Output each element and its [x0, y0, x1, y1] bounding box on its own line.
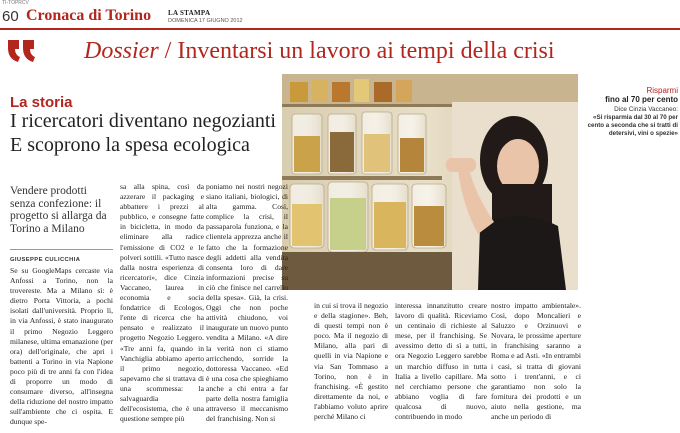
article-column-2: [120, 182, 204, 424]
issue-date: DOMENICA 17 GIUGNO 2012: [168, 18, 243, 24]
page-number: 60: [2, 8, 19, 25]
sidebar-subtitle: fino al 70 per cento: [605, 95, 678, 104]
shop-photo: [282, 74, 578, 290]
column-text: in cui si trova il negozio e della stagione». Beh, di questi tempi non è poco. Ma il negozio di Milano, alla pari di quelli in via Napione e via San Tommaso a Torino, non è in franchising. «È gestito direttamente da noi, e l'abbiamo voluto aprire perché Milano ci: [314, 301, 388, 422]
sidebar-title: Risparmi: [646, 86, 678, 95]
article-column-1: [10, 266, 113, 428]
quote-marks-icon: [6, 36, 38, 66]
article-column-5: [395, 301, 487, 422]
sidebar-quote: «Si risparmia dal 30 al 70 per cento a seconda che si tratti di detersivi, vini o spezie»: [587, 114, 678, 137]
section-title: Cronaca di Torino: [26, 7, 152, 24]
column-text: Se su GoogleMaps cercaste via Anfossi a Torino, non la trovereste. Ma a Milano sì: è dietro Porta Vittoria, a pochi isolati dall'università. Proprio lì, in via Anfossi, è stato inaugurato il primo Negozio Leggero milanese, ultima emanazione (per ora) dell'originale, che apri i battenti a Torino in via Napione poco più di tre anni fa con l'idea di proporre un modo di consumare diverso, all'insegna della riduzione del nostro impatto sull'ambiente che ci ospita. E dunque spe-: [10, 266, 113, 427]
article-column-6: [491, 301, 581, 422]
sidebar-box: [583, 86, 678, 138]
dossier-title: [84, 38, 555, 65]
article-column-3: [206, 182, 288, 424]
article-subhead: Vendere prodotti senza confezione: il progetto si allarga da Torino a Milano: [10, 185, 107, 235]
article-kicker: La storia: [10, 94, 73, 111]
dossier-heading: Inventarsi un lavoro ai tempi della crisi: [177, 38, 555, 64]
dossier-banner: [0, 33, 680, 71]
column-text: interessa innanzitutto creare lavoro di qualità. Riceviamo un centinaio di richieste al mese, per il franchising. Se avessimo detto di sì a tutti, ora Negozio Leggero sarebbe un marchio diffuso in tutta Italia a livello capillare. Ma nel cerchiamo persone che abbiano voglia di fare qualcosa di nuovo, contribuendo in modo: [395, 301, 487, 422]
column-text: sa alla spina, così da azzerare il packaging e abbattere i prezzi al pubblico, e consegne fatte in bicicletta, in modo da eliminare alla radice l'emissione di CO2 e le polveri sottili. «Tutto nasce dalla nostra esperienza di ricercatori», dice Cinzia Vaccaneo, laurea in economia e socia fondatrice di Ecologos, l'ente di ricerca che ha pensato e realizzato il progetto Negozio Leggero. «Tre anni fa, quando in Vanchiglia abbiamo aperto il primo negozio, sapevamo che si trattava di una scommessa: la salvaguardia dell'ecosistema, che è una questione sempre più: [120, 182, 204, 424]
dossier-separator: /: [158, 38, 178, 64]
column-text: poniamo nei nostri negozi siano italiani, biologici, di alta gamma. Così, complice la crisi, il passaparola funziona, e la clientela apprezza anche il fatto che la formazione degli addetti alla vendita consenta loro di dare informazioni precise su ciò che finisce nel carrello della spesa». Già, la crisi. Oggi che non poche attività chiudono, voi inaugurate un nuovo punto vendita a Milano. «A dire la verità non ci stiamo arricchendo, sorride la dottoressa Vaccaneo. «Ed è una cosa che spieghiamo anche a chi entra a far parte della nostra famiglia attraverso il meccanismo del franchising. Non si: [206, 182, 288, 424]
byline-divider: [10, 249, 113, 250]
sidebar-attribution: Dice Cinzia Vaccaneo:: [614, 106, 678, 113]
page-slug: TI-TOPRCV: [2, 0, 29, 6]
headline-line-1: I ricercatori diventano negozianti: [10, 110, 276, 132]
article-column-4: [314, 301, 388, 422]
dossier-label: Dossier: [84, 38, 159, 64]
column-text: nostro impatto ambientale». Così, dopo Moncalieri e Saluzzo e Orzinuovi e Novara, le prossime aperture in franchising saranno a Roma e ad Asti. «In entrambi i casi, si tratta di giovani sotto i trent'anni, e ci garantiamo non solo la fornitura dei prodotti e un aiuto nella gestione, ma anche un periodo di: [491, 301, 581, 422]
byline: GIUSEPPE CULICCHIA: [10, 257, 81, 263]
header-divider: [0, 28, 680, 30]
shop-photo-illustration: [282, 74, 578, 290]
newspaper-name: LA STAMPA: [168, 9, 211, 17]
headline-line-2: E scoprono la spesa ecologica: [10, 134, 250, 156]
page-header: [0, 6, 680, 26]
